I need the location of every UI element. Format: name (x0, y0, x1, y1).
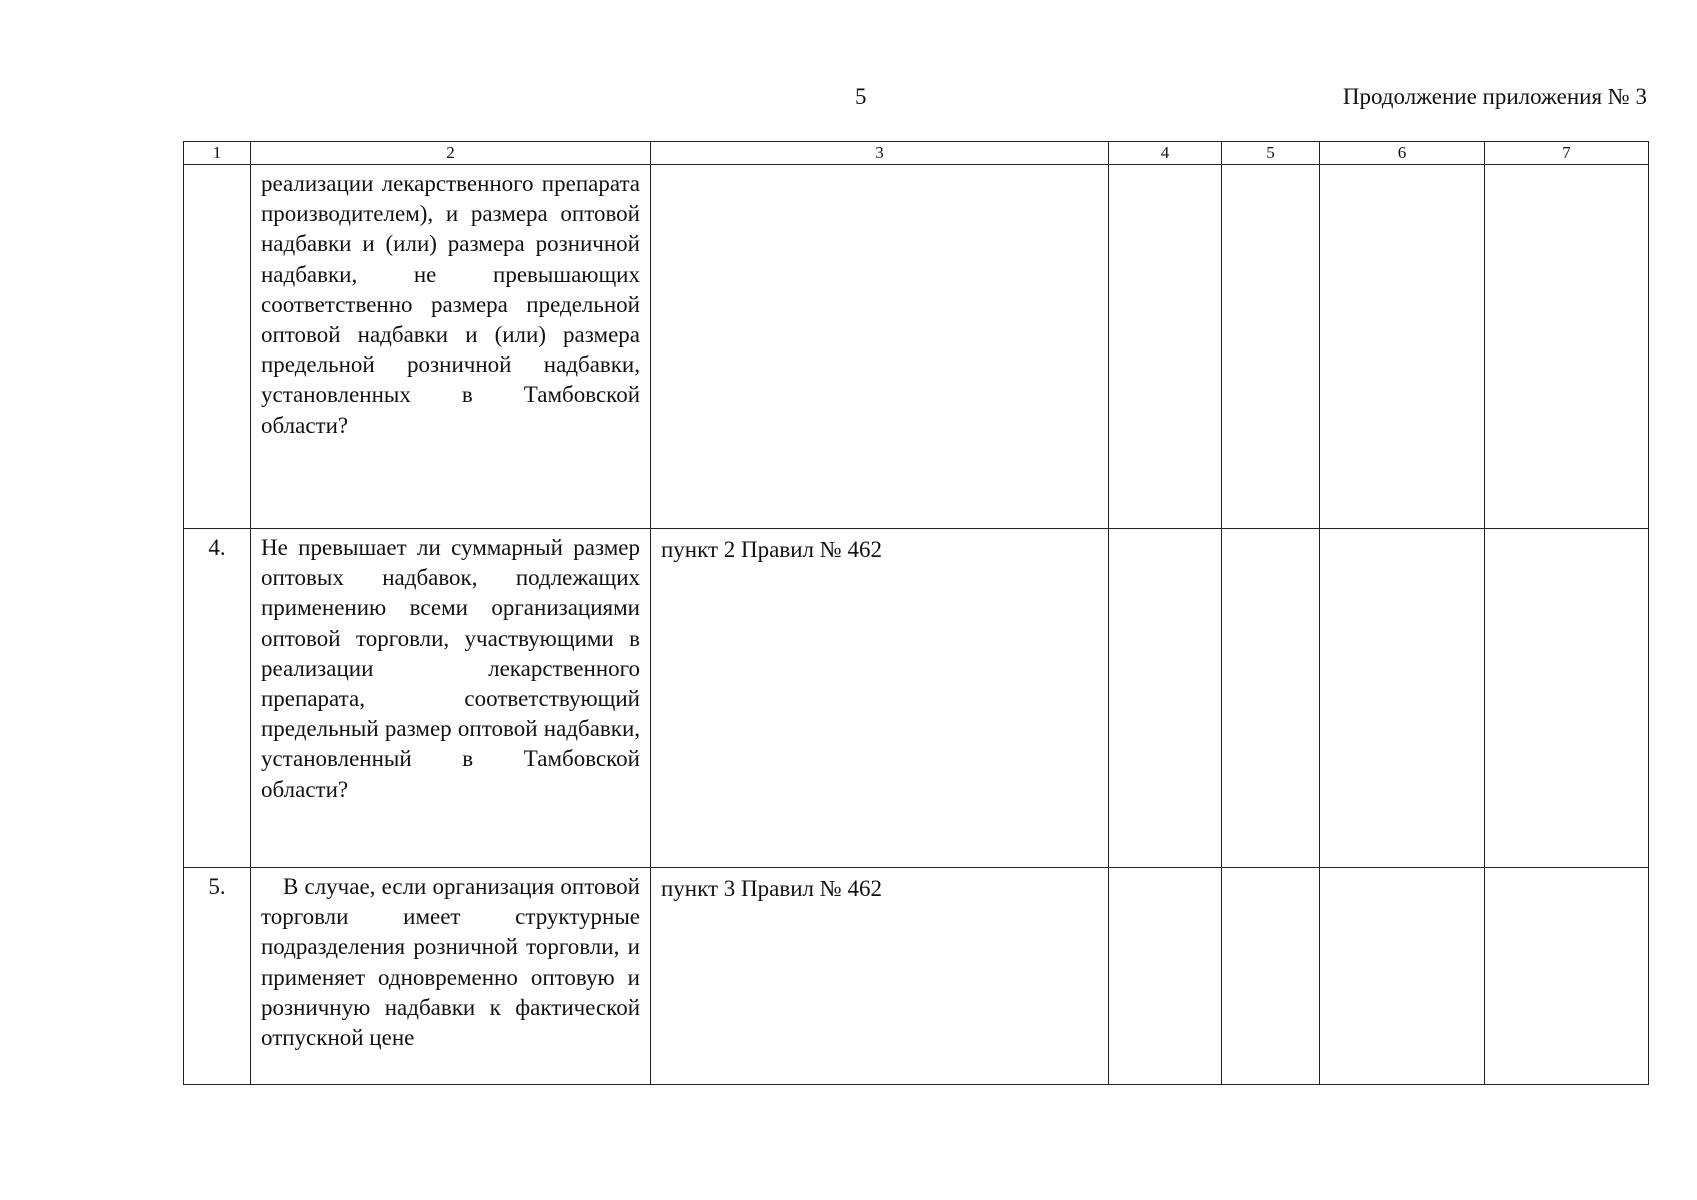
empty-cell (1109, 529, 1222, 868)
question-text: В случае, если организация оптовой торговли имеет структурные подразделения розничной торговли, и применяет одновременно оптовую и розничную надбавки к фактической отпускной цене (261, 874, 640, 1051)
empty-cell (1109, 165, 1222, 529)
empty-cell (1485, 165, 1649, 529)
checklist-table (183, 141, 1649, 1085)
empty-cell (1485, 868, 1649, 1085)
continuation-label: Продолжение приложения № 3 (1342, 84, 1647, 109)
column-header-3: 3 (651, 142, 1109, 165)
empty-cell (1320, 529, 1485, 868)
empty-cell (1222, 868, 1320, 1085)
table-row (184, 868, 1649, 1085)
row-number: 4. (184, 529, 251, 868)
question-text: реализации лекарственного препарата производителем), и размера оптовой надбавки и (или) размера розничной надбавки, не превышающих соответственно размера предельной оптовой надбавки и (или) размера предельной розничной надбавки, установленных в Тамбовской области? (261, 171, 640, 438)
question-cell (251, 165, 651, 529)
empty-cell (1320, 165, 1485, 529)
column-header-5: 5 (1222, 142, 1320, 165)
empty-cell (1485, 529, 1649, 868)
question-clip (261, 872, 640, 1078)
empty-cell (1320, 868, 1485, 1085)
row-number: 5. (184, 868, 251, 1085)
table-row (184, 529, 1649, 868)
column-header-2: 2 (251, 142, 651, 165)
legal-basis-cell: пункт 2 Правил № 462 (651, 529, 1109, 868)
empty-cell (1109, 868, 1222, 1085)
column-header-7: 7 (1485, 142, 1649, 165)
table-row (184, 165, 1649, 529)
page-number: 5 (855, 84, 867, 109)
column-header-4: 4 (1109, 142, 1222, 165)
empty-cell (1222, 165, 1320, 529)
column-header-6: 6 (1320, 142, 1485, 165)
question-cell (251, 868, 651, 1085)
question-text: Не превышает ли суммарный размер оптовых надбавок, подлежащих применению всеми организациями оптовой торговли, участвующими в реализации лекарственного препарата, соответствующий предельный размер оптовой надбавки, установленный в Тамбовской области? (261, 535, 640, 802)
question-cell (251, 529, 651, 868)
empty-cell (1222, 529, 1320, 868)
column-header-1: 1 (184, 142, 251, 165)
legal-basis-cell: пункт 3 Правил № 462 (651, 868, 1109, 1085)
row-number (184, 165, 251, 529)
legal-basis-cell (651, 165, 1109, 529)
column-number-row (184, 142, 1649, 165)
